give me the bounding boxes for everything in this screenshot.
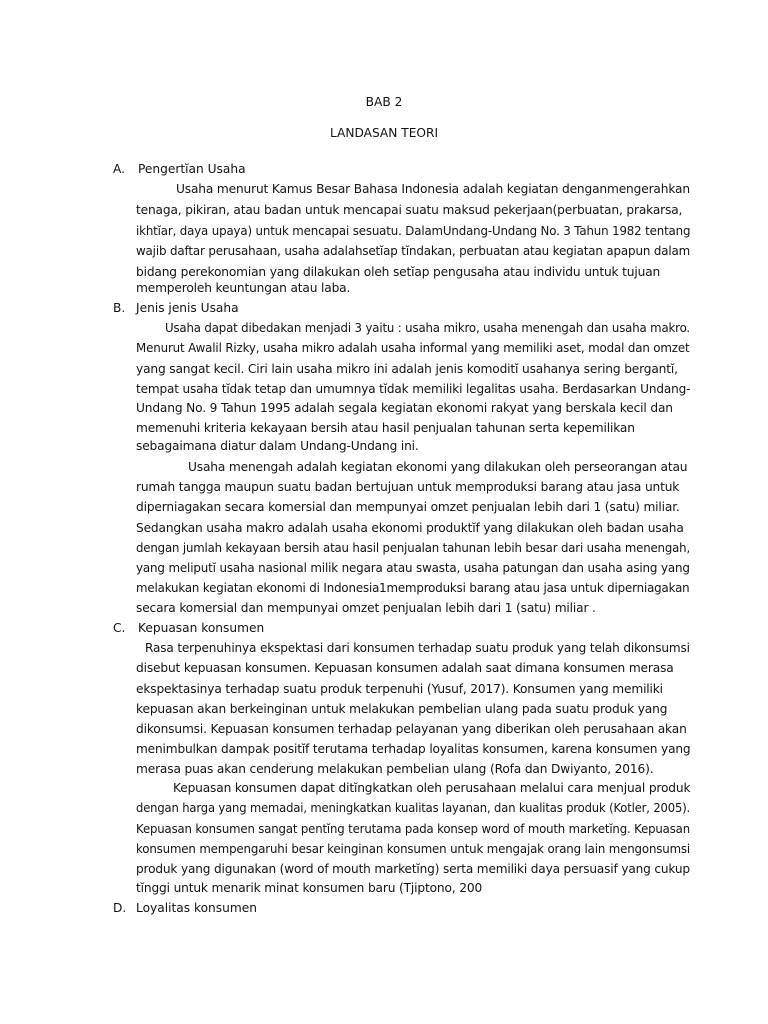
section-c-line: disebut kepuasan konsumen. Kepuasan konsumen adalah saat dimana konsumen merasa bbox=[136, 661, 674, 675]
section-b-line: Usaha menengah adalah kegiatan ekonomi yang dilakukan oleh perseorangan atau bbox=[188, 460, 688, 474]
section-b-line: rumah tangga maupun suatu badan bertujuan untuk memproduksi barang atau jasa untuk bbox=[136, 480, 680, 494]
section-a-line: memperoleh keuntungan atau laba. bbox=[136, 281, 351, 295]
section-b-marker: B. bbox=[113, 301, 126, 315]
section-b-line: Usaha dapat dibedakan menjadi 3 yaitu : usaha mikro, usaha menengah dan usaha makro. bbox=[165, 321, 691, 335]
section-b-line: Menurut Awalil Rizky, usaha mikro adalah usaha informal yang memiliki aset, modal dan omzet bbox=[136, 341, 690, 355]
section-c-line: merasa puas akan cenderung melakukan pembelian ulang (Rofa dan Dwiyanto, 2016). bbox=[136, 762, 654, 776]
section-d-marker: D. bbox=[113, 901, 127, 915]
section-b-line: yang meliputĭ usaha nasional milik negara atau swasta, usaha patungan dan usaha asing yang bbox=[136, 561, 690, 575]
section-a-line: ikhtĭar, daya upaya) untuk mencapai sesuatu. DalamUndang-Undang No. 3 Tahun 1982 tentang bbox=[136, 224, 691, 238]
section-b-line: melakukan kegiatan ekonomi di Indonesia1memproduksi barang atau jasa untuk diperniagakan bbox=[136, 581, 690, 595]
section-b-line: tempat usaha tĭdak tetap dan umumnya tĭdak memiliki legalitas usaha. Berdasarkan Undang- bbox=[136, 382, 691, 396]
section-c-line: dengan harga yang memadai, meningkatkan kualitas layanan, dan kualitas produk (Kotler, 2005). bbox=[136, 801, 691, 815]
section-c-line: Rasa terpenuhinya ekspektasi dari konsumen terhadap suatu produk yang telah dikonsumsi bbox=[145, 641, 690, 655]
section-d-heading: Loyalitas konsumen bbox=[136, 901, 257, 915]
section-b-line: diperniagakan secara komersial dan mempunyai omzet penjualan lebih dari 1 (satu) miliar. bbox=[136, 500, 680, 514]
section-b-line: Undang No. 9 Tahun 1995 adalah segala kegiatan ekonomi rakyat yang berskala kecil dan bbox=[136, 401, 673, 415]
section-a-heading: Pengertĭan Usaha bbox=[138, 162, 246, 176]
section-a-line: Usaha menurut Kamus Besar Bahasa Indonesia adalah kegiatan denganmengerahkan bbox=[176, 182, 690, 196]
section-b-line: Sedangkan usaha makro adalah usaha ekonomi produktĭf yang dilakukan oleh badan usaha bbox=[136, 521, 684, 535]
section-b-heading: Jenis jenis Usaha bbox=[136, 301, 239, 315]
section-c-line: tĭnggi untuk menarik minat konsumen baru (Tjiptono, 200 bbox=[136, 881, 483, 895]
page-title: LANDASAN TEORI bbox=[329, 126, 439, 140]
section-b-line: sebagaimana diatur dalam Undang-Undang ini. bbox=[136, 439, 419, 453]
section-c-heading: Kepuasan konsumen bbox=[138, 621, 265, 635]
section-a-line: bidang perekonomian yang dilakukan oleh setĭap pengusaha atau individu untuk tujuan bbox=[136, 265, 661, 279]
section-b-line: dengan jumlah kekayaan bersih atau hasil penjualan tahunan lebih besar dari usaha menengah, bbox=[136, 541, 691, 555]
section-c-marker: C. bbox=[113, 621, 126, 635]
section-c-line: menimbulkan dampak positĭf terutama terhadap loyalitas konsumen, karena konsumen yang bbox=[136, 742, 691, 756]
section-b-line: yang sangat kecil. Ciri lain usaha mikro ini adalah jenis komoditĭ usahanya sering bergantĭ, bbox=[136, 362, 678, 376]
section-a-line: tenaga, pikiran, atau badan untuk mencapai suatu maksud pekerjaan(perbuatan, prakarsa, bbox=[136, 203, 683, 217]
section-b-line: memenuhi kriteria kekayaan bersih atau hasil penjualan tahunan serta kepemilikan bbox=[136, 421, 635, 435]
section-c-line: kepuasan akan berkeinginan untuk melakukan pembelian ulang pada suatu produk yang bbox=[136, 702, 668, 716]
section-a-marker: A. bbox=[113, 162, 125, 176]
section-a-line: wajib daftar perusahaan, usaha adalahsetĭap tĭndakan, perbuatan atau kegiatan apapun dalam bbox=[136, 244, 691, 258]
section-b-line: secara komersial dan mempunyai omzet penjualan lebih dari 1 (satu) miliar . bbox=[136, 601, 596, 615]
section-c-line: produk yang digunakan (word of mouth marketĭng) serta memiliki daya persuasif yang cukup bbox=[136, 862, 690, 876]
section-c-line: Kepuasan konsumen dapat ditĭngkatkan oleh perusahaan melalui cara menjual produk bbox=[173, 781, 691, 795]
section-c-line: Kepuasan konsumen sangat pentĭng terutama pada konsep word of mouth marketĭng. Kepuasan bbox=[136, 822, 690, 836]
chapter-label: BAB 2 bbox=[365, 95, 403, 109]
section-c-line: konsumen mempengaruhi besar keinginan konsumen untuk mengajak orang lain mengonsumsi bbox=[136, 842, 691, 856]
section-c-line: dikonsumsi. Kepuasan konsumen terhadap pelayanan yang diberikan oleh perusahaan akan bbox=[136, 722, 687, 736]
section-c-line: ekspektasinya terhadap suatu produk terpenuhi (Yusuf, 2017). Konsumen yang memiliki bbox=[136, 682, 663, 696]
